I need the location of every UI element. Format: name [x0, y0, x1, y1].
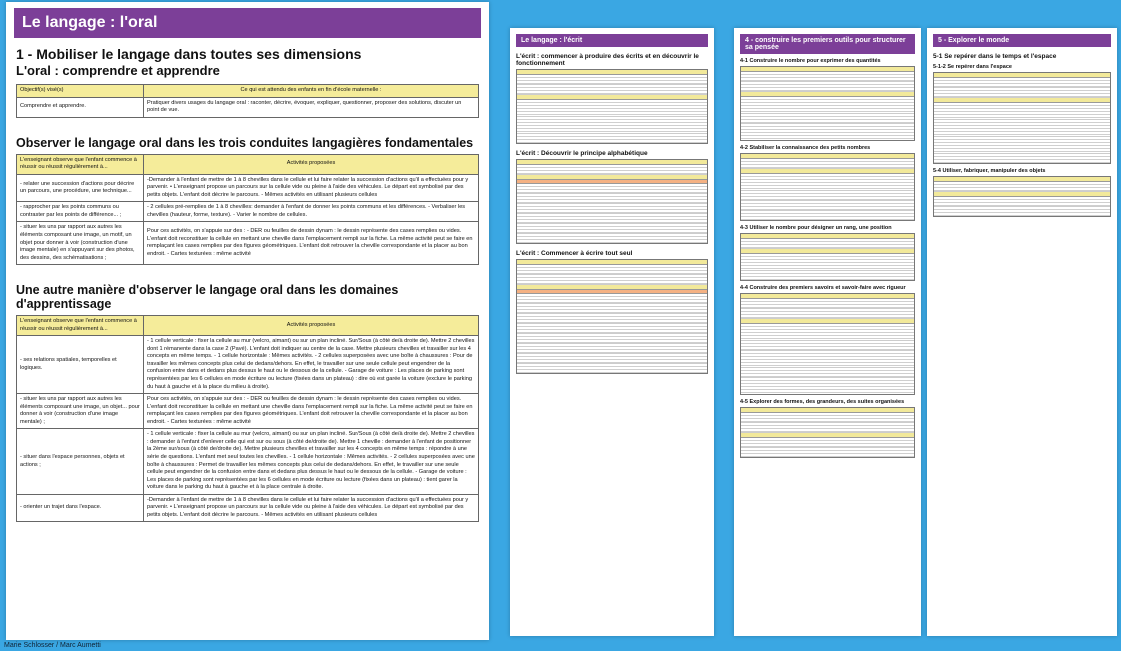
section-title: 4-3 Utiliser le nombre pour désigner un rang, une position	[740, 225, 892, 231]
table-header-row	[17, 154, 479, 174]
mini-table	[740, 66, 915, 141]
table-cell: - 1 cellule verticale : fixer la cellule au mur (velcro, aimant) ou sur un plan incliné. Sur/Sous (à côté de/à droite de). Mettre 2 chevilles : demander à l'enfant d'enlever celle qui est sur ou sous (à côté de/droite de). Mettre 1 cheville : demander à l'enfant de positionner la 2ème sur/sous (à côté de/droite de). Mettre plusieurs chevilles et travailler sur les 4 concepts en même temps : répondre à une série de questions. L'enfant met seul toutes les chevilles. - 1 cellule horizontale : Mêmes activités. - 2 cellules superposées avec une boîte à chaussures : Permet de travailler les mêmes concepts plus celui de dedans/dehors. En effet, le travailler sur une seule cellule peut engendrer de la confusion entre dans et dedans plus dessus le haut ou le dessous de la cellule. - Garage de voiture : Les places de parking sont représentées par les 6 cellules en mode écriture ou lecture (fixées dans un plateau) : tient garer la voiture dans le parking du haut à gauche et à la place centrale à droite.	[144, 429, 479, 494]
page-banner: 5 - Explorer le monde	[933, 34, 1111, 47]
mini-table	[516, 259, 708, 374]
table-header-row	[17, 85, 479, 98]
section-title: 5-1-2 Se repérer dans l'espace	[933, 64, 1012, 70]
table-row	[17, 222, 479, 265]
table-cell: - situer les uns par rapport aux autres les éléments composant une image, un objet... pour donner à voir (construction d'une image mentale) ;	[17, 394, 144, 429]
table-row	[17, 97, 479, 117]
table-cell: Pratiquer divers usages du langage oral : raconter, décrire, évoquer, expliquer, questionner, proposer des solutions, discuter un point de vue.	[144, 97, 479, 117]
section-title: L'écrit : Découvrir le principe alphabétique	[516, 150, 648, 157]
table-row	[17, 174, 479, 202]
table-cell: Pour ces activités, on s'appuie sur des : - DER ou feuilles de dessin dynam : le dessin représente des cases remplies ou vides. L'enfant doit reconstituer la cellule en mettant une cheville dans l'emplacement rempli sur la fiche. La même activité peut se faire en remplaçant les cases remplies par des figures géométriques. L'enfant doit retrouver la cheville correspondante et la placer au bon endroit. - Cartes texturées : même activité	[144, 394, 479, 429]
table-row	[17, 336, 479, 394]
mini-table	[933, 176, 1111, 217]
section-title: L'écrit : commencer à produire des écrits et en découvrir le fonctionnement	[516, 53, 699, 67]
conduites-table	[16, 154, 479, 266]
mini-table	[740, 407, 915, 458]
table-header: Objectif(s) visé(s)	[17, 85, 144, 98]
subsection-heading: Observer le langage oral dans les trois conduites langagières fondamentales	[16, 135, 474, 150]
mini-table	[740, 293, 915, 395]
document-page-monde	[927, 28, 1117, 636]
section-subtitle: 5-1 Se repérer dans le temps et l'espace	[933, 53, 1057, 60]
table-header: Ce qui est attendu des enfants en fin d'école maternelle :	[144, 85, 479, 98]
table-cell: -Demander à l'enfant de mettre de 1 à 8 chevilles dans le cellule et lui faire relater la succession d'actions qu'il a effectuées pour y parvenir. • L'enseignant propose un parcours sur la cellule vide ou pleine à l'aide des véhicules. Le départ est symbolisé par des petits objets. L'enfant doit décrire le parcours. - Mêmes activités en utilisant plusieurs cellules	[144, 494, 479, 522]
table-cell: - orienter un trajet dans l'espace.	[17, 494, 144, 522]
mini-table	[516, 69, 708, 144]
section-title: 1 - Mobiliser le langage dans toutes ses dimensions	[16, 46, 362, 62]
document-page-ecrit	[510, 28, 714, 636]
table-cell: - relater une succession d'actions pour décrire un parcours, une procédure, une technique...	[17, 174, 144, 202]
page-banner: Le langage : l'oral	[14, 8, 481, 38]
table-header-row	[17, 316, 479, 336]
table-row	[17, 394, 479, 429]
table-cell: - rapprocher par les points communs ou contraster par les points de différence... ;	[17, 202, 144, 222]
mini-table	[740, 153, 915, 221]
page-banner: 4 - construire les premiers outils pour structurer sa pensée	[740, 34, 915, 54]
footer-credit: Marie Schlosser / Marc Aumetti	[4, 642, 101, 649]
section-title: L'écrit : Commencer à écrire tout seul	[516, 250, 633, 257]
table-header: Activités proposées	[144, 316, 479, 336]
table-cell: - ses relations spatiales, temporelles et logiques.	[17, 336, 144, 394]
section-title: 4-5 Explorer des formes, des grandeurs, des suites organisées	[740, 399, 905, 405]
table-cell: - situer dans l'espace personnes, objets et actions ;	[17, 429, 144, 494]
table-header: L'enseignant observe que l'enfant commence à réussir ou réussit régulièrement à...	[17, 316, 144, 336]
mini-table	[516, 159, 708, 244]
section-title: 4-4 Construire des premiers savoirs et savoir-faire avec rigueur	[740, 285, 906, 291]
table-cell: - situer les uns par rapport aux autres les éléments composant une image, un motif, un objet pour donner à voir (construction d'une image mentale) en s'appuyant sur des photos, des dessins, des schématisations ;	[17, 222, 144, 265]
subsection-heading: Une autre manière d'observer le langage oral dans les domaines d'apprentissage	[16, 283, 399, 312]
table-cell: Comprendre et apprendre.	[17, 97, 144, 117]
table-row	[17, 202, 479, 222]
section-title: 4-2 Stabiliser la connaissance des petits nombres	[740, 145, 871, 151]
section-title: 5-4 Utiliser, fabriquer, manipuler des objets	[933, 168, 1046, 174]
mini-table	[933, 72, 1111, 164]
table-row	[17, 494, 479, 522]
table-cell: - 1 cellule verticale : fixer la cellule au mur (velcro, aimant) ou sur un plan incliné. Sur/Sous (à côté de/à droite de). Mettre 2 chevilles dont 1 rémanente dans la case 2 (Pavé). L'enfant doit indiquer au centre de la case. Mettre plusieurs chevilles et travailler sur les 4 concepts en même temps. - 1 cellule horizontale : Mêmes activités. - 2 cellules superposées avec une boîte à chaussures : Pour de travailler les mêmes concepts plus celui de dedans/dehors. En effet, le travailler sur une seule cellule peut engendrer de la confusion entre dans et dedans plus dessus le haut ou le dessous de la cellule. - Garage de voiture : Les places de parking sont représentées par les 6 cellules en mode écriture ou lecture (fixées dans un plateau) : dire où est garée la voiture (exclure le parking du haut à gauche et à la place du milieu à droite).	[144, 336, 479, 394]
page-banner: Le langage : l'écrit	[516, 34, 708, 47]
table-header: Activités proposées	[144, 154, 479, 174]
table-row	[17, 429, 479, 494]
objectives-table	[16, 84, 479, 118]
section-subtitle: L'oral : comprendre et apprendre	[16, 63, 220, 78]
mini-table	[740, 233, 915, 281]
document-page-structurer	[734, 28, 921, 636]
document-page-oral	[6, 2, 489, 640]
table-header: L'enseignant observe que l'enfant commence à réussir ou réussit régulièrement à...	[17, 154, 144, 174]
table-cell: -Demander à l'enfant de mettre de 1 à 8 chevilles dans le cellule et lui faire relater la succession d'actions qu'il a effectuées pour y parvenir. • L'enseignant propose un parcours sur la cellule vide ou pleine à l'aide des véhicules. Le départ est symbolisé par des petits objets. L'enfant doit décrire le parcours. - Mêmes activités en utilisant plusieurs cellules	[144, 174, 479, 202]
domaines-table	[16, 315, 479, 522]
section-title: 4-1 Construire le nombre pour exprimer des quantités	[740, 58, 881, 64]
table-cell: - 2 cellules pré-remplies de 1 à 8 chevilles: demander à l'enfant de donner les points communs et les différences. - Verbaliser les chevilles (hauteur, forme, texture). - Varier le nombre de cellules.	[144, 202, 479, 222]
table-cell: Pour ces activités, on s'appuie sur des : - DER ou feuilles de dessin dynam : le dessin représente des cases remplies ou vides. L'enfant doit reconstituer la cellule en mettant une cheville dans l'emplacement rempli sur la fiche. La même activité peut se faire en remplaçant les cases remplies par des figures géométriques. L'enfant doit retrouver la cheville correspondante et la placer au bon endroit. - Cartes texturées : même activité	[144, 222, 479, 265]
